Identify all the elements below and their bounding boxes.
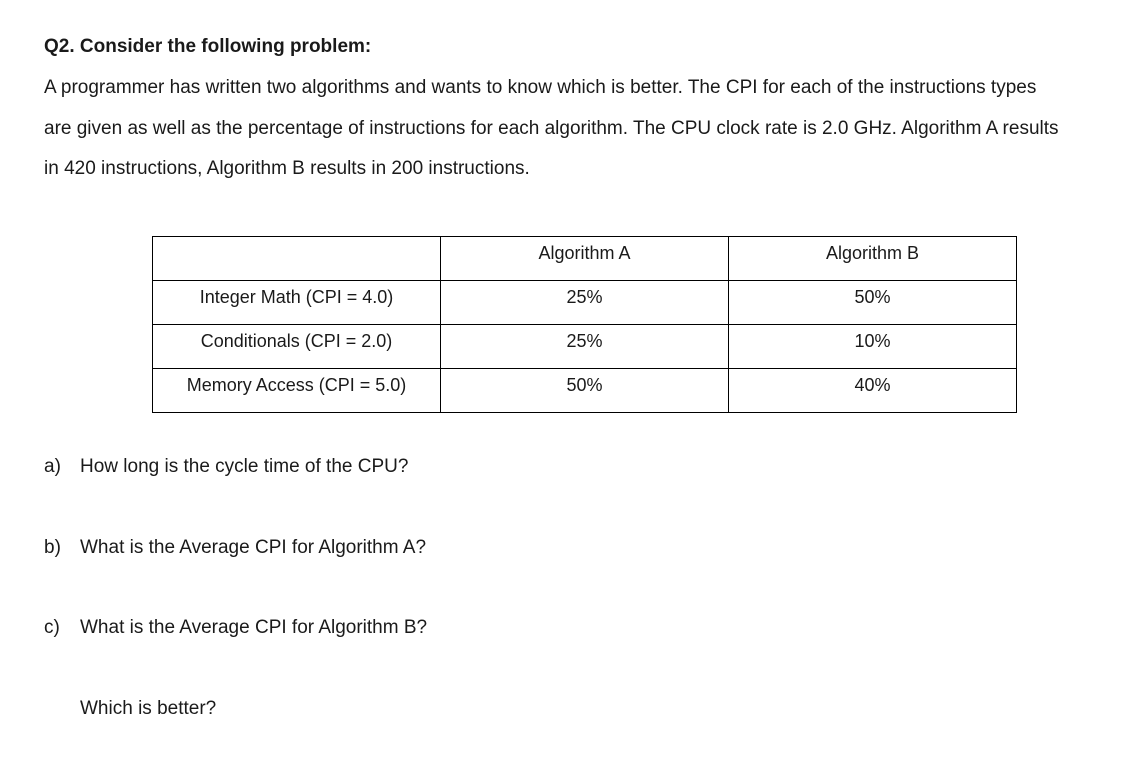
question-letter: c) [44, 617, 60, 638]
algorithm-b-cell: 50% [729, 281, 1017, 325]
row-label: Memory Access (CPI = 5.0) [153, 369, 441, 413]
algorithm-b-cell: 40% [729, 369, 1017, 413]
question-letter: a) [44, 456, 61, 477]
table-row [153, 369, 1017, 413]
row-label: Integer Math (CPI = 4.0) [153, 281, 441, 325]
problem-text-line-2: are given as well as the percentage of instructions for each algorithm. The CPU clock rate is 2.0 GHz. Algorithm A results [44, 118, 1059, 139]
question-text: How long is the cycle time of the CPU? [80, 456, 409, 477]
problem-text-line-1: A programmer has written two algorithms and wants to know which is better. The CPI for each of the instructions types [44, 77, 1037, 98]
question-letter: b) [44, 537, 61, 558]
algorithm-a-cell: 25% [441, 325, 729, 369]
algorithm-b-cell: 10% [729, 325, 1017, 369]
cpi-table [152, 236, 1017, 413]
question-text: What is the Average CPI for Algorithm B? [80, 617, 428, 638]
question-text: What is the Average CPI for Algorithm A? [80, 537, 427, 558]
table-row [153, 325, 1017, 369]
algorithm-a-cell: 25% [441, 281, 729, 325]
table-header-algorithm-b: Algorithm B [729, 237, 1017, 281]
question-title: Q2. Consider the following problem: [44, 36, 372, 57]
question-c [44, 617, 427, 639]
question-a [44, 456, 408, 478]
table-row [153, 281, 1017, 325]
row-label: Conditionals (CPI = 2.0) [153, 325, 441, 369]
final-question: Which is better? [80, 698, 217, 719]
table-header-row [153, 237, 1017, 281]
table-header-algorithm-a: Algorithm A [441, 237, 729, 281]
problem-text-line-3: in 420 instructions, Algorithm B results in 200 instructions. [44, 158, 530, 179]
question-b [44, 537, 426, 559]
table-header-blank [153, 237, 441, 281]
algorithm-a-cell: 50% [441, 369, 729, 413]
